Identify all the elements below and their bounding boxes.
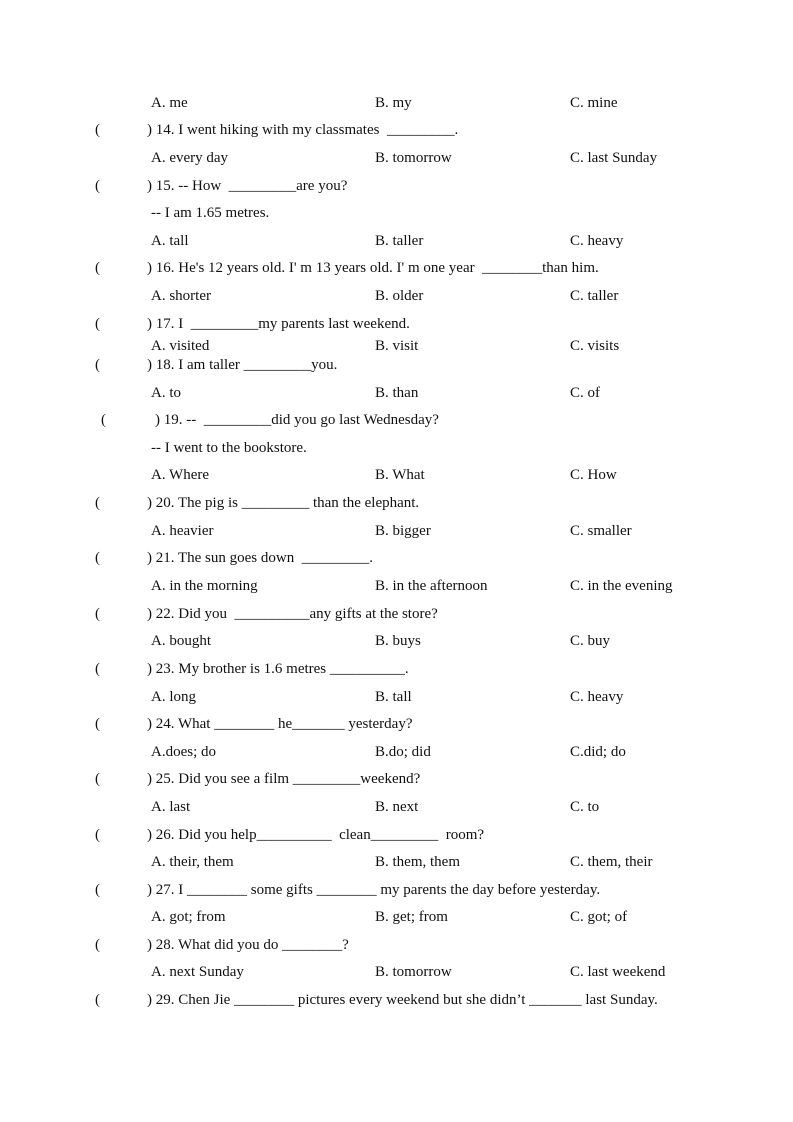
answer-option-b: B. next bbox=[375, 799, 419, 815]
answer-option-a: A. heavier bbox=[151, 523, 214, 539]
question-text: ) 27. I ________ some gifts ________ my parents the day before yesterday. bbox=[147, 882, 601, 898]
answer-option-a: A. visited bbox=[151, 338, 210, 354]
question-text: ) 19. -- _________did you go last Wednesday? bbox=[155, 412, 439, 428]
answer-option-c: C. heavy bbox=[570, 233, 624, 249]
question-text: ) 17. I _________my parents last weekend. bbox=[147, 316, 410, 332]
question-text: ) 18. I am taller _________you. bbox=[147, 357, 338, 373]
answer-blank-paren: ( bbox=[95, 357, 100, 373]
answer-option-c: C. them, their bbox=[570, 854, 653, 870]
answer-option-c: C. to bbox=[570, 799, 600, 815]
question-text: ) 20. The pig is _________ than the elephant. bbox=[147, 495, 420, 511]
answer-blank-paren: ( bbox=[95, 316, 100, 332]
answer-option-c: C. of bbox=[570, 385, 600, 401]
question-text: ) 23. My brother is 1.6 metres __________. bbox=[147, 661, 409, 677]
question-text: ) 21. The sun goes down _________. bbox=[147, 550, 373, 566]
answer-option-a: A. shorter bbox=[151, 288, 211, 304]
answer-option-c: C. heavy bbox=[570, 689, 624, 705]
answer-option-a: A. got; from bbox=[151, 909, 226, 925]
answer-option-c: C.did; do bbox=[570, 744, 626, 760]
answer-option-b: B. visit bbox=[375, 338, 419, 354]
question-text: ) 26. Did you help__________ clean_________ room? bbox=[147, 827, 485, 843]
answer-option-c: C. How bbox=[570, 467, 617, 483]
answer-option-c: C. last Sunday bbox=[570, 150, 658, 166]
question-text: ) 16. He's 12 years old. I' m 13 years old. I' m one year ________than him. bbox=[147, 260, 599, 276]
answer-option-b: B. tomorrow bbox=[375, 964, 452, 980]
answer-blank-paren: ( bbox=[95, 937, 100, 953]
answer-option-b: B. bigger bbox=[375, 523, 431, 539]
question-text: ) 28. What did you do ________? bbox=[147, 937, 349, 953]
answer-blank-paren: ( bbox=[95, 661, 100, 677]
answer-option-c: C. buy bbox=[570, 633, 611, 649]
answer-option-b: B. get; from bbox=[375, 909, 448, 925]
answer-option-a: A. long bbox=[151, 689, 196, 705]
answer-option-a: A. tall bbox=[151, 233, 189, 249]
answer-blank-paren: ( bbox=[95, 606, 100, 622]
answer-blank-paren: ( bbox=[95, 827, 100, 843]
answer-option-a: A. bought bbox=[151, 633, 211, 649]
answer-option-b: B. What bbox=[375, 467, 425, 483]
answer-blank-paren: ( bbox=[101, 412, 106, 428]
answer-option-a: A. to bbox=[151, 385, 181, 401]
answer-option-b: B. older bbox=[375, 288, 424, 304]
answer-option-a: A. every day bbox=[151, 150, 229, 166]
answer-option-b: B.do; did bbox=[375, 744, 431, 760]
dialogue-text: -- I am 1.65 metres. bbox=[151, 205, 270, 221]
answer-blank-paren: ( bbox=[95, 882, 100, 898]
answer-blank-paren: ( bbox=[95, 550, 100, 566]
answer-blank-paren: ( bbox=[95, 716, 100, 732]
answer-option-a: A. next Sunday bbox=[151, 964, 244, 980]
answer-option-c: C. mine bbox=[570, 95, 618, 111]
answer-option-a: A. their, them bbox=[151, 854, 234, 870]
answer-option-a: A. me bbox=[151, 95, 188, 111]
answer-option-c: C. smaller bbox=[570, 523, 632, 539]
answer-option-c: C. taller bbox=[570, 288, 619, 304]
answer-option-b: B. tomorrow bbox=[375, 150, 452, 166]
answer-option-c: C. in the evening bbox=[570, 578, 673, 594]
answer-blank-paren: ( bbox=[95, 495, 100, 511]
answer-option-c: C. got; of bbox=[570, 909, 628, 925]
answer-option-c: C. visits bbox=[570, 338, 620, 354]
question-text: ) 22. Did you __________any gifts at the store? bbox=[147, 606, 438, 622]
answer-option-b: B. in the afternoon bbox=[375, 578, 488, 594]
question-text: ) 25. Did you see a film _________weekend? bbox=[147, 771, 421, 787]
dialogue-text: -- I went to the bookstore. bbox=[151, 440, 307, 456]
answer-blank-paren: ( bbox=[95, 260, 100, 276]
answer-blank-paren: ( bbox=[95, 178, 100, 194]
answer-blank-paren: ( bbox=[95, 992, 100, 1008]
question-text: ) 14. I went hiking with my classmates _________. bbox=[147, 122, 459, 138]
answer-option-a: A.does; do bbox=[151, 744, 216, 760]
answer-option-c: C. last weekend bbox=[570, 964, 666, 980]
answer-option-b: B. buys bbox=[375, 633, 421, 649]
answer-option-b: B. tall bbox=[375, 689, 412, 705]
answer-option-b: B. them, them bbox=[375, 854, 460, 870]
answer-option-b: B. taller bbox=[375, 233, 424, 249]
question-text: ) 15. -- How _________are you? bbox=[147, 178, 348, 194]
answer-option-b: B. than bbox=[375, 385, 419, 401]
answer-option-a: A. last bbox=[151, 799, 191, 815]
question-text: ) 24. What ________ he_______ yesterday? bbox=[147, 716, 413, 732]
question-text: ) 29. Chen Jie ________ pictures every weekend but she didn’t _______ last Sunday. bbox=[147, 992, 658, 1008]
answer-option-a: A. in the morning bbox=[151, 578, 258, 594]
answer-option-a: A. Where bbox=[151, 467, 210, 483]
answer-option-b: B. my bbox=[375, 95, 412, 111]
answer-blank-paren: ( bbox=[95, 122, 100, 138]
answer-blank-paren: ( bbox=[95, 771, 100, 787]
